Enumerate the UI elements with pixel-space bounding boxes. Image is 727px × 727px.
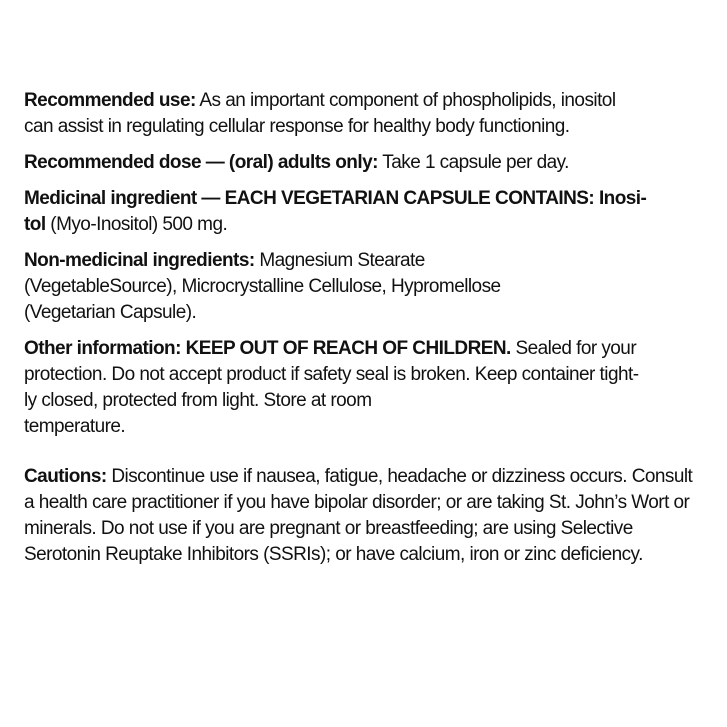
non-medicinal-text: Magnesium Stearate [254,250,425,271]
non-medicinal-label: Non-medicinal ingredients: [24,250,255,271]
medicinal-ingredient-label: Medicinal ingredient — EACH VEGETARIAN CAPSULE CONTAINS: [24,188,595,209]
other-information-section [24,336,709,440]
cautions-text: a health care practitioner if you have bipolar disorder; or are taking St. John’s Wort or [24,492,690,513]
medicinal-ingredient-name: tol [24,214,46,235]
recommended-use-section [24,88,709,140]
recommended-dose-section [24,150,709,176]
other-information-text: protection. Do not accept product if safety seal is broken. Keep container tight- [24,364,639,385]
non-medicinal-text: (Vegetarian Capsule). [24,302,197,323]
other-information-text: temperature. [24,416,126,437]
cautions-section [24,464,709,568]
recommended-use-text: can assist in regulating cellular response for healthy body functioning. [24,116,570,137]
recommended-use-text: As an important component of phospholipids, inositol [195,90,616,111]
product-label-text [24,88,709,578]
cautions-label: Cautions: [24,466,107,487]
recommended-use-label: Recommended use: [24,90,196,111]
other-information-label: Other information: KEEP OUT OF REACH OF CHILDREN. [24,338,511,359]
non-medicinal-text: (VegetableSource), Microcrystalline Cellulose, Hypromellose [24,276,501,297]
medicinal-ingredient-text: (Myo-Inositol) 500 mg. [45,214,228,235]
non-medicinal-section [24,248,709,326]
recommended-dose-text: Take 1 capsule per day. [377,152,569,173]
other-information-text: ly closed, protected from light. Store at room [24,390,372,411]
recommended-dose-label: Recommended dose — (oral) adults only: [24,152,378,173]
medicinal-ingredient-section [24,186,709,238]
cautions-text: Discontinue use if nausea, fatigue, headache or dizziness occurs. Consult [106,466,693,487]
other-information-text: Sealed for your [510,338,637,359]
cautions-text: minerals. Do not use if you are pregnant or breastfeeding; are using Selective [24,518,633,539]
cautions-text: Serotonin Reuptake Inhibitors (SSRIs); or have calcium, iron or zinc deficiency. [24,544,643,565]
medicinal-ingredient-name: Inosi- [594,188,647,209]
